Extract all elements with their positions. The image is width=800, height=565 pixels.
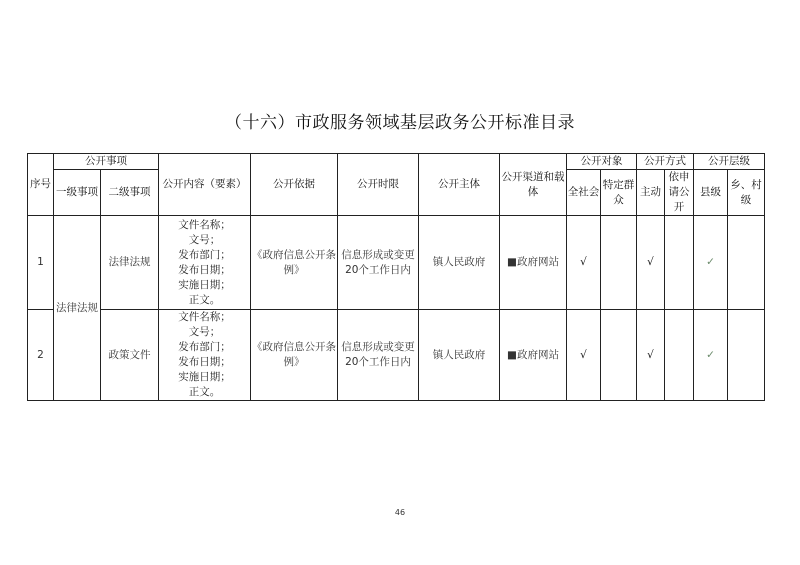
header-channel: 公开渠道和载体	[500, 154, 567, 216]
header-time-limit: 公开时限	[338, 154, 419, 216]
content-line: 文号；	[188, 326, 221, 338]
content-line: 正文。	[188, 386, 221, 398]
header-level: 公开层级	[694, 154, 765, 170]
cell-target-specific	[601, 216, 637, 310]
row-content	[159, 216, 251, 310]
header-row-1	[28, 154, 765, 170]
content-line: 文号；	[188, 233, 221, 246]
content-line: 发布部门；	[178, 248, 231, 261]
row-seq: 2	[28, 310, 54, 401]
check-target-all: √	[567, 216, 601, 310]
check-method-active: √	[637, 216, 665, 310]
header-method-apply: 依申请公开	[665, 170, 694, 216]
row-channel: ■政府网站	[500, 216, 567, 310]
catalog-table	[27, 153, 765, 401]
header-subject: 公开主体	[419, 154, 500, 216]
row-level2: 政策文件	[101, 310, 159, 401]
header-target-all: 全社会	[567, 170, 601, 216]
header-method-active: 主动	[637, 170, 665, 216]
content-line: 文件名称；	[178, 311, 231, 323]
content-line: 文件名称；	[178, 218, 231, 231]
cell-level-town	[728, 216, 765, 310]
table-row	[28, 310, 765, 401]
row-basis: 《政府信息公开条例》	[251, 310, 338, 401]
row-content	[159, 310, 251, 401]
header-level2: 二级事项	[101, 170, 159, 216]
header-target-specific: 特定群众	[601, 170, 637, 216]
header-basis: 公开依据	[251, 154, 338, 216]
check-level-county: ✓	[694, 216, 728, 310]
content-line: 实施日期；	[178, 278, 231, 291]
check-level-county: ✓	[694, 310, 728, 401]
content-line: 实施日期；	[178, 371, 231, 383]
content-line: 发布部门；	[178, 341, 231, 353]
cell-level-town	[728, 310, 765, 401]
header-content: 公开内容（要素）	[159, 154, 251, 216]
header-level1: 一级事项	[54, 170, 101, 216]
row-level2: 法律法规	[101, 216, 159, 310]
row-seq: 1	[28, 216, 54, 310]
content-line: 正文。	[188, 293, 221, 306]
check-target-all: √	[567, 310, 601, 401]
row-basis: 《政府信息公开条例》	[251, 216, 338, 310]
page-title: （十六）市政服务领域基层政务公开标准目录	[225, 113, 575, 133]
header-level-town: 乡、村级	[728, 170, 765, 216]
row-time-limit: 信息形成或变更20个工作日内	[338, 216, 419, 310]
content-line: 发布日期；	[178, 356, 231, 368]
row-subject: 镇人民政府	[419, 216, 500, 310]
header-method: 公开方式	[637, 154, 694, 170]
cell-method-apply	[665, 216, 694, 310]
header-seq: 序号	[28, 154, 54, 216]
row-channel: ■政府网站	[500, 310, 567, 401]
row-subject: 镇人民政府	[419, 310, 500, 401]
level1-item: 法律法规	[54, 216, 101, 401]
header-level-county: 县级	[694, 170, 728, 216]
content-line: 发布日期；	[178, 263, 231, 276]
cell-method-apply	[665, 310, 694, 401]
header-public-items: 公开事项	[54, 154, 159, 170]
row-time-limit: 信息形成或变更20个工作日内	[338, 310, 419, 401]
header-target: 公开对象	[567, 154, 637, 170]
page-number: 46	[394, 508, 406, 517]
table-row	[28, 216, 765, 310]
cell-target-specific	[601, 310, 637, 401]
check-method-active: √	[637, 310, 665, 401]
